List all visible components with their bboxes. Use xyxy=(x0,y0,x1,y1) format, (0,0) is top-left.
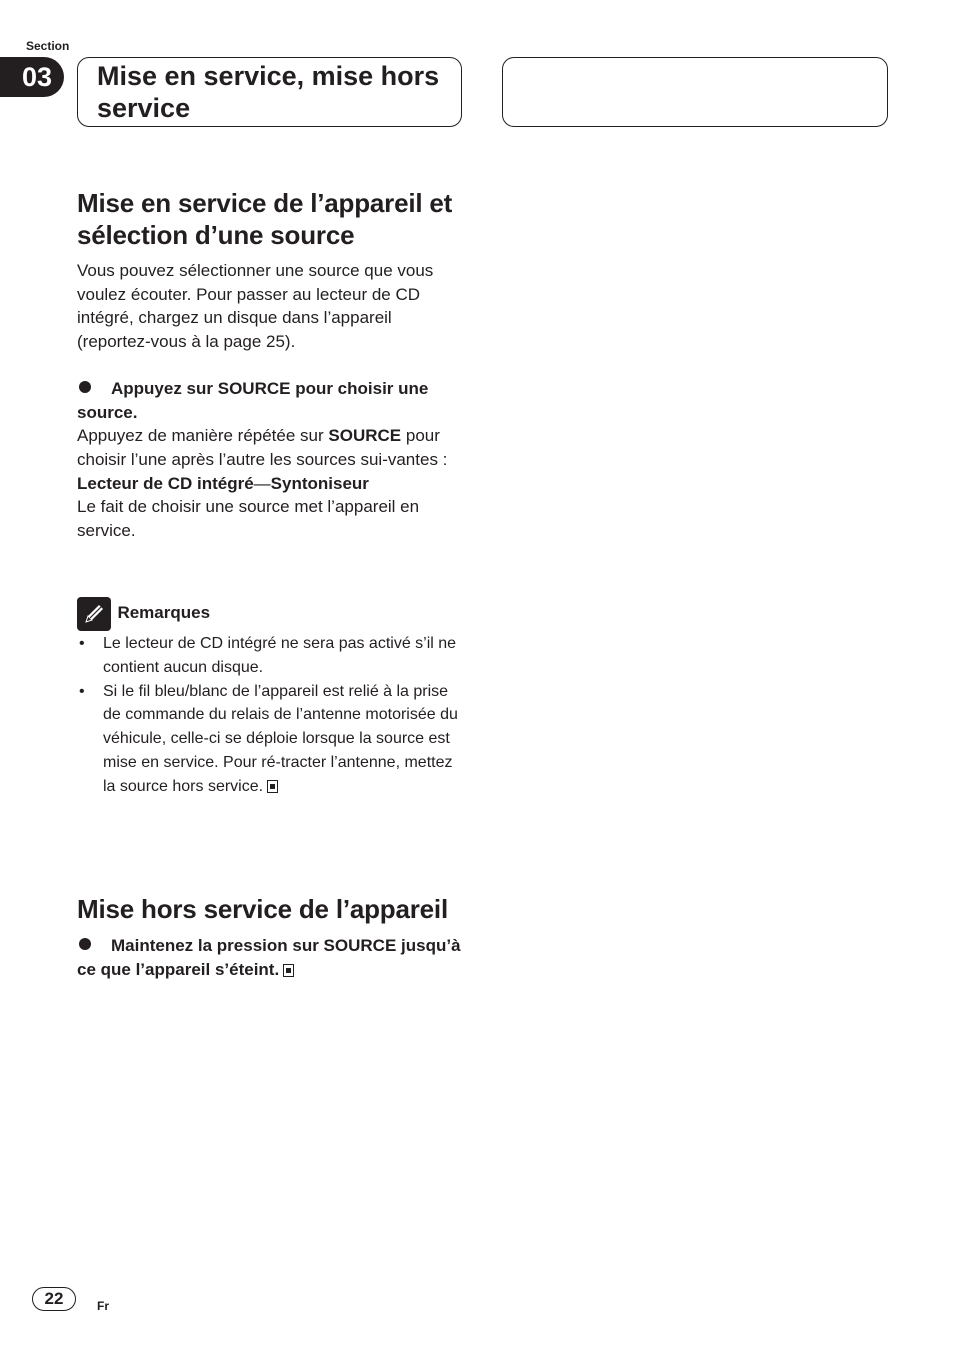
step-instruction xyxy=(77,934,469,981)
step-body xyxy=(77,424,469,471)
section-heading: Mise en service de l’appareil et sélection d’une source xyxy=(77,188,453,250)
section-power-off xyxy=(77,893,469,981)
source-key-label: SOURCE xyxy=(328,426,402,446)
end-mark-icon xyxy=(267,780,278,793)
bullet-icon xyxy=(79,938,91,950)
source-cd: Lecteur de CD intégré xyxy=(77,473,254,493)
empty-header-box xyxy=(502,57,888,127)
section-power-on xyxy=(77,187,469,543)
section-heading: Mise hors service de l’appareil xyxy=(77,894,448,924)
language-code: Fr xyxy=(97,1299,109,1313)
step-title: Appuyez sur SOURCE pour choisir une source. xyxy=(77,378,429,422)
source-tuner: Syntoniseur xyxy=(270,473,369,493)
section-number: 03 xyxy=(22,62,53,92)
end-mark-icon xyxy=(283,964,294,977)
note-item: • Le lecteur de CD intégré ne sera pas activé s’il ne contient aucun disque. xyxy=(77,632,469,680)
section-label: Section xyxy=(26,39,70,53)
source-separator: — xyxy=(253,473,271,493)
step-text-before: Appuyez de manière répétée sur xyxy=(77,426,324,446)
intro-paragraph: Vous pouvez sélectionner une source que vous voulez écouter. Pour passer au lecteur de CD intégré, chargez un disque dans l’appareil (reportez-vous à la page 25). xyxy=(77,261,434,352)
notes-list xyxy=(77,632,469,799)
bullet-icon xyxy=(79,381,91,393)
note-text: Si le fil bleu/blanc de l’appareil est relié à la prise de commande du relais de l’antenne motorisée du véhicule, celle-ci se déploie lorsque la source est mise en service. Pour ré-tracter l’antenne, mettez la source hors service. xyxy=(103,682,458,795)
chapter-title: Mise en service, mise hors service xyxy=(97,61,440,123)
page-number: 22 xyxy=(32,1287,76,1311)
notes-block xyxy=(77,596,469,799)
step-text-after: pour choisir l’une après l’autre les sources sui-vantes : xyxy=(77,426,448,469)
source-sequence xyxy=(77,472,469,496)
note-item xyxy=(77,680,469,799)
step-instruction xyxy=(77,377,469,424)
step-title: Maintenez la pression sur SOURCE jusqu’à ce que l’appareil s’éteint. xyxy=(77,936,461,979)
step-note: Le fait de choisir une source met l’appareil en service. xyxy=(77,497,420,541)
notes-header xyxy=(77,596,469,630)
notes-title: Remarques xyxy=(117,603,211,622)
pencil-icon xyxy=(77,597,111,631)
